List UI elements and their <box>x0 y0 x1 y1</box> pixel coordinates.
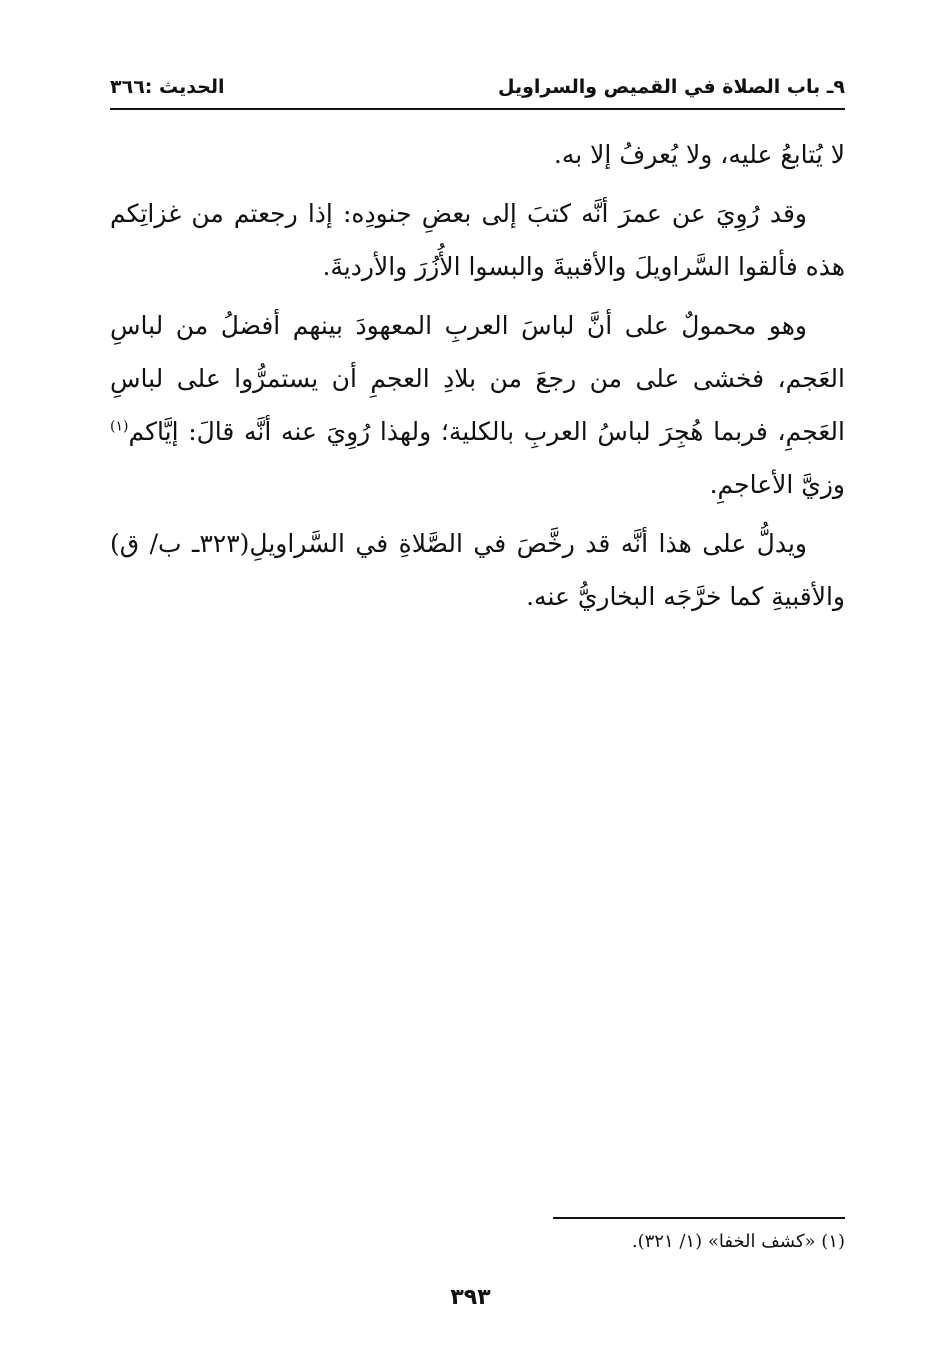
running-header <box>110 70 845 110</box>
paragraph-1: لا يُتابعُ عليه، ولا يُعرفُ إلا به. <box>553 140 845 169</box>
main-text <box>110 128 845 629</box>
footnote-reference: (١) <box>110 418 129 435</box>
paragraph-3-text: وهو محمولٌ على أنَّ لباسَ العربِ المعهودَ بينهم أفضلُ من لباسِ العَجم، فخشى على من رجعَ من بلادِ العجمِ أن يستمرُّوا على لباسِ العَجمِ، فربما هُجِرَ لباسُ العربِ بالكلية؛ ولهذا رُوِيَ عنه أنَّه قالَ: إيَّاكم <box>110 311 845 446</box>
footnote: (١) «كشف الخفا» (١/ ٣٢١). <box>631 1231 845 1252</box>
chapter-title: ٩ـ باب الصلاة في القميص والسراويل <box>498 76 845 98</box>
paragraph-2: وقد رُوِيَ عن عمرَ أنَّه كتبَ إلى بعضِ جنودِه: إذا رجعتم من غزاتِكم هذه فألقوا السَّراويلَ والأقبيةَ والبسوا الأُزُرَ والأرديةَ. <box>110 199 845 281</box>
paragraph-3 <box>110 299 845 511</box>
footnote-divider <box>553 1217 845 1219</box>
paragraph-3-tail: وزيَّ الأعاجمِ. <box>709 470 845 499</box>
paragraph-4: ويدلُّ على هذا أنَّه قد رخَّصَ في الصَّلاةِ في السَّراويلِ(٣٢٣ـ ب/ ق) والأقبيةِ كما خرَّجَه البخاريُّ عنه. <box>110 529 845 611</box>
page-number: ٣٩٣ <box>450 1285 491 1310</box>
hadith-number: الحديث :٣٦٦ <box>110 76 225 98</box>
